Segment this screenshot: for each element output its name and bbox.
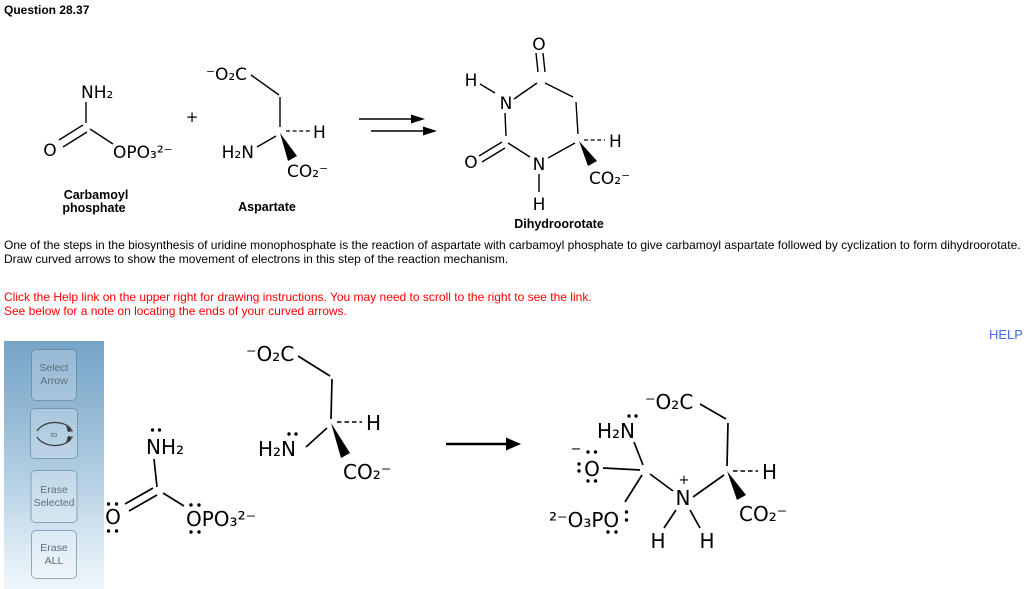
atom-label-co2[interactable]: CO₂⁻ xyxy=(343,460,392,484)
atom-label-n-plus[interactable]: N xyxy=(675,486,691,510)
red-note-line2: See below for a note on locating the ends of your curved arrows. xyxy=(4,304,347,318)
structure-name: Dihydroorotate xyxy=(514,217,604,231)
atom-label-h2n[interactable]: H₂N xyxy=(597,419,636,443)
help-link[interactable]: HELP xyxy=(989,327,1023,342)
atom-label-o[interactable]: O xyxy=(105,505,121,529)
bonds xyxy=(59,102,113,147)
double-reaction-arrow xyxy=(359,115,437,136)
atom-label-o2c[interactable]: ⁻O₂C xyxy=(645,390,694,414)
canvas-aspartate[interactable] xyxy=(246,342,391,484)
atom-label-h-stereo: H xyxy=(609,132,622,152)
bonds[interactable] xyxy=(298,356,362,458)
erase-selected-button[interactable] xyxy=(31,470,78,523)
atom-label-o: O xyxy=(43,141,57,161)
atom-label-h[interactable]: H xyxy=(366,411,382,435)
atom-label-nh2[interactable]: NH₂ xyxy=(146,435,185,459)
atom-label-h-n1: H xyxy=(464,71,478,91)
lone-pair-dots xyxy=(287,432,297,435)
atom-label-phosphate[interactable]: ²⁻O₃PO xyxy=(549,508,620,532)
atom-label-n1: N xyxy=(499,94,513,114)
atom-label-o-top: O xyxy=(532,35,546,55)
plus-charge: + xyxy=(678,473,690,488)
curved-arrow-tool-button[interactable] xyxy=(30,408,78,459)
page-title: Question 28.37 xyxy=(4,3,90,17)
minus-charge: − xyxy=(570,442,582,457)
atom-label-nh-left[interactable]: H xyxy=(650,529,666,553)
atom-label-opo3[interactable]: OPO₃²⁻ xyxy=(186,507,257,531)
atom-label-o-minus[interactable]: O xyxy=(584,457,600,481)
red-note-line1: Click the Help link on the upper right for drawing instructions. You may need to scroll to the right to see the link. xyxy=(4,290,592,304)
structure-name-line2: phosphate xyxy=(62,201,126,215)
canvas-reaction-arrow xyxy=(446,438,521,451)
erase-all-label-line1: Erase xyxy=(40,541,68,554)
atom-label-co2: CO₂⁻ xyxy=(287,162,329,182)
atom-label-h-stereo[interactable]: H xyxy=(762,460,778,484)
drawing-canvas[interactable] xyxy=(104,341,1030,589)
atom-label-o2c: ⁻O₂C xyxy=(206,65,248,85)
select-arrow-button[interactable] xyxy=(31,349,77,401)
atom-label-nh-right[interactable]: H xyxy=(699,529,715,553)
drawing-toolbar xyxy=(4,341,104,589)
canvas-tetrahedral-intermediate[interactable] xyxy=(549,390,787,553)
select-arrow-label-line1: Select xyxy=(39,362,69,374)
reaction-scheme xyxy=(0,30,700,235)
bonds[interactable] xyxy=(125,459,184,511)
atom-label-nh2: NH₂ xyxy=(81,83,114,103)
aspartate-structure xyxy=(206,65,328,214)
erase-all-button[interactable] xyxy=(31,530,77,579)
structure-name-line1: Carbamoyl xyxy=(63,188,129,202)
structure-name: Aspartate xyxy=(238,200,296,214)
erase-all-label-line2: ALL xyxy=(44,554,64,567)
atom-label-n3: N xyxy=(532,155,546,175)
atom-label-o2c[interactable]: ⁻O₂C xyxy=(246,342,295,366)
dihydroorotate-structure xyxy=(464,35,630,231)
bonds xyxy=(251,75,310,161)
red-instruction-note xyxy=(4,290,1028,318)
atom-label-h2n: H₂N xyxy=(221,143,254,163)
atom-label-co2[interactable]: CO₂⁻ xyxy=(739,502,788,526)
plus-sign: + xyxy=(185,108,199,126)
atom-label-o-left: O xyxy=(464,153,478,173)
curved-arrow-icon xyxy=(33,415,75,453)
erase-selected-label-line1: Erase xyxy=(40,483,68,496)
select-arrow-label-line2: Arrow xyxy=(40,375,68,387)
question-text xyxy=(4,238,1028,266)
canvas-carbamoyl-phosphate[interactable] xyxy=(105,428,256,533)
atom-label-h2n[interactable]: H₂N xyxy=(258,437,297,461)
atom-label-h-n3: H xyxy=(532,195,546,215)
erase-selected-label-line2: Selected xyxy=(33,496,75,509)
atom-label-h: H xyxy=(313,123,326,143)
curved-arrow-to-label: to xyxy=(50,429,58,439)
atom-label-opo3: OPO₃²⁻ xyxy=(113,143,173,163)
question-text-line2: Draw curved arrows to show the movement of electrons in this step of the reaction mechanism. xyxy=(4,252,509,266)
atom-label-co2: CO₂⁻ xyxy=(589,169,631,189)
question-text-line1: One of the steps in the biosynthesis of uridine monophosphate is the reaction of aspartate with carbamoyl phosphate to give carbamoyl aspartate followed by cyclization to form dihydroorotate. xyxy=(4,238,1021,252)
carbamoyl-phosphate-structure xyxy=(43,83,172,215)
